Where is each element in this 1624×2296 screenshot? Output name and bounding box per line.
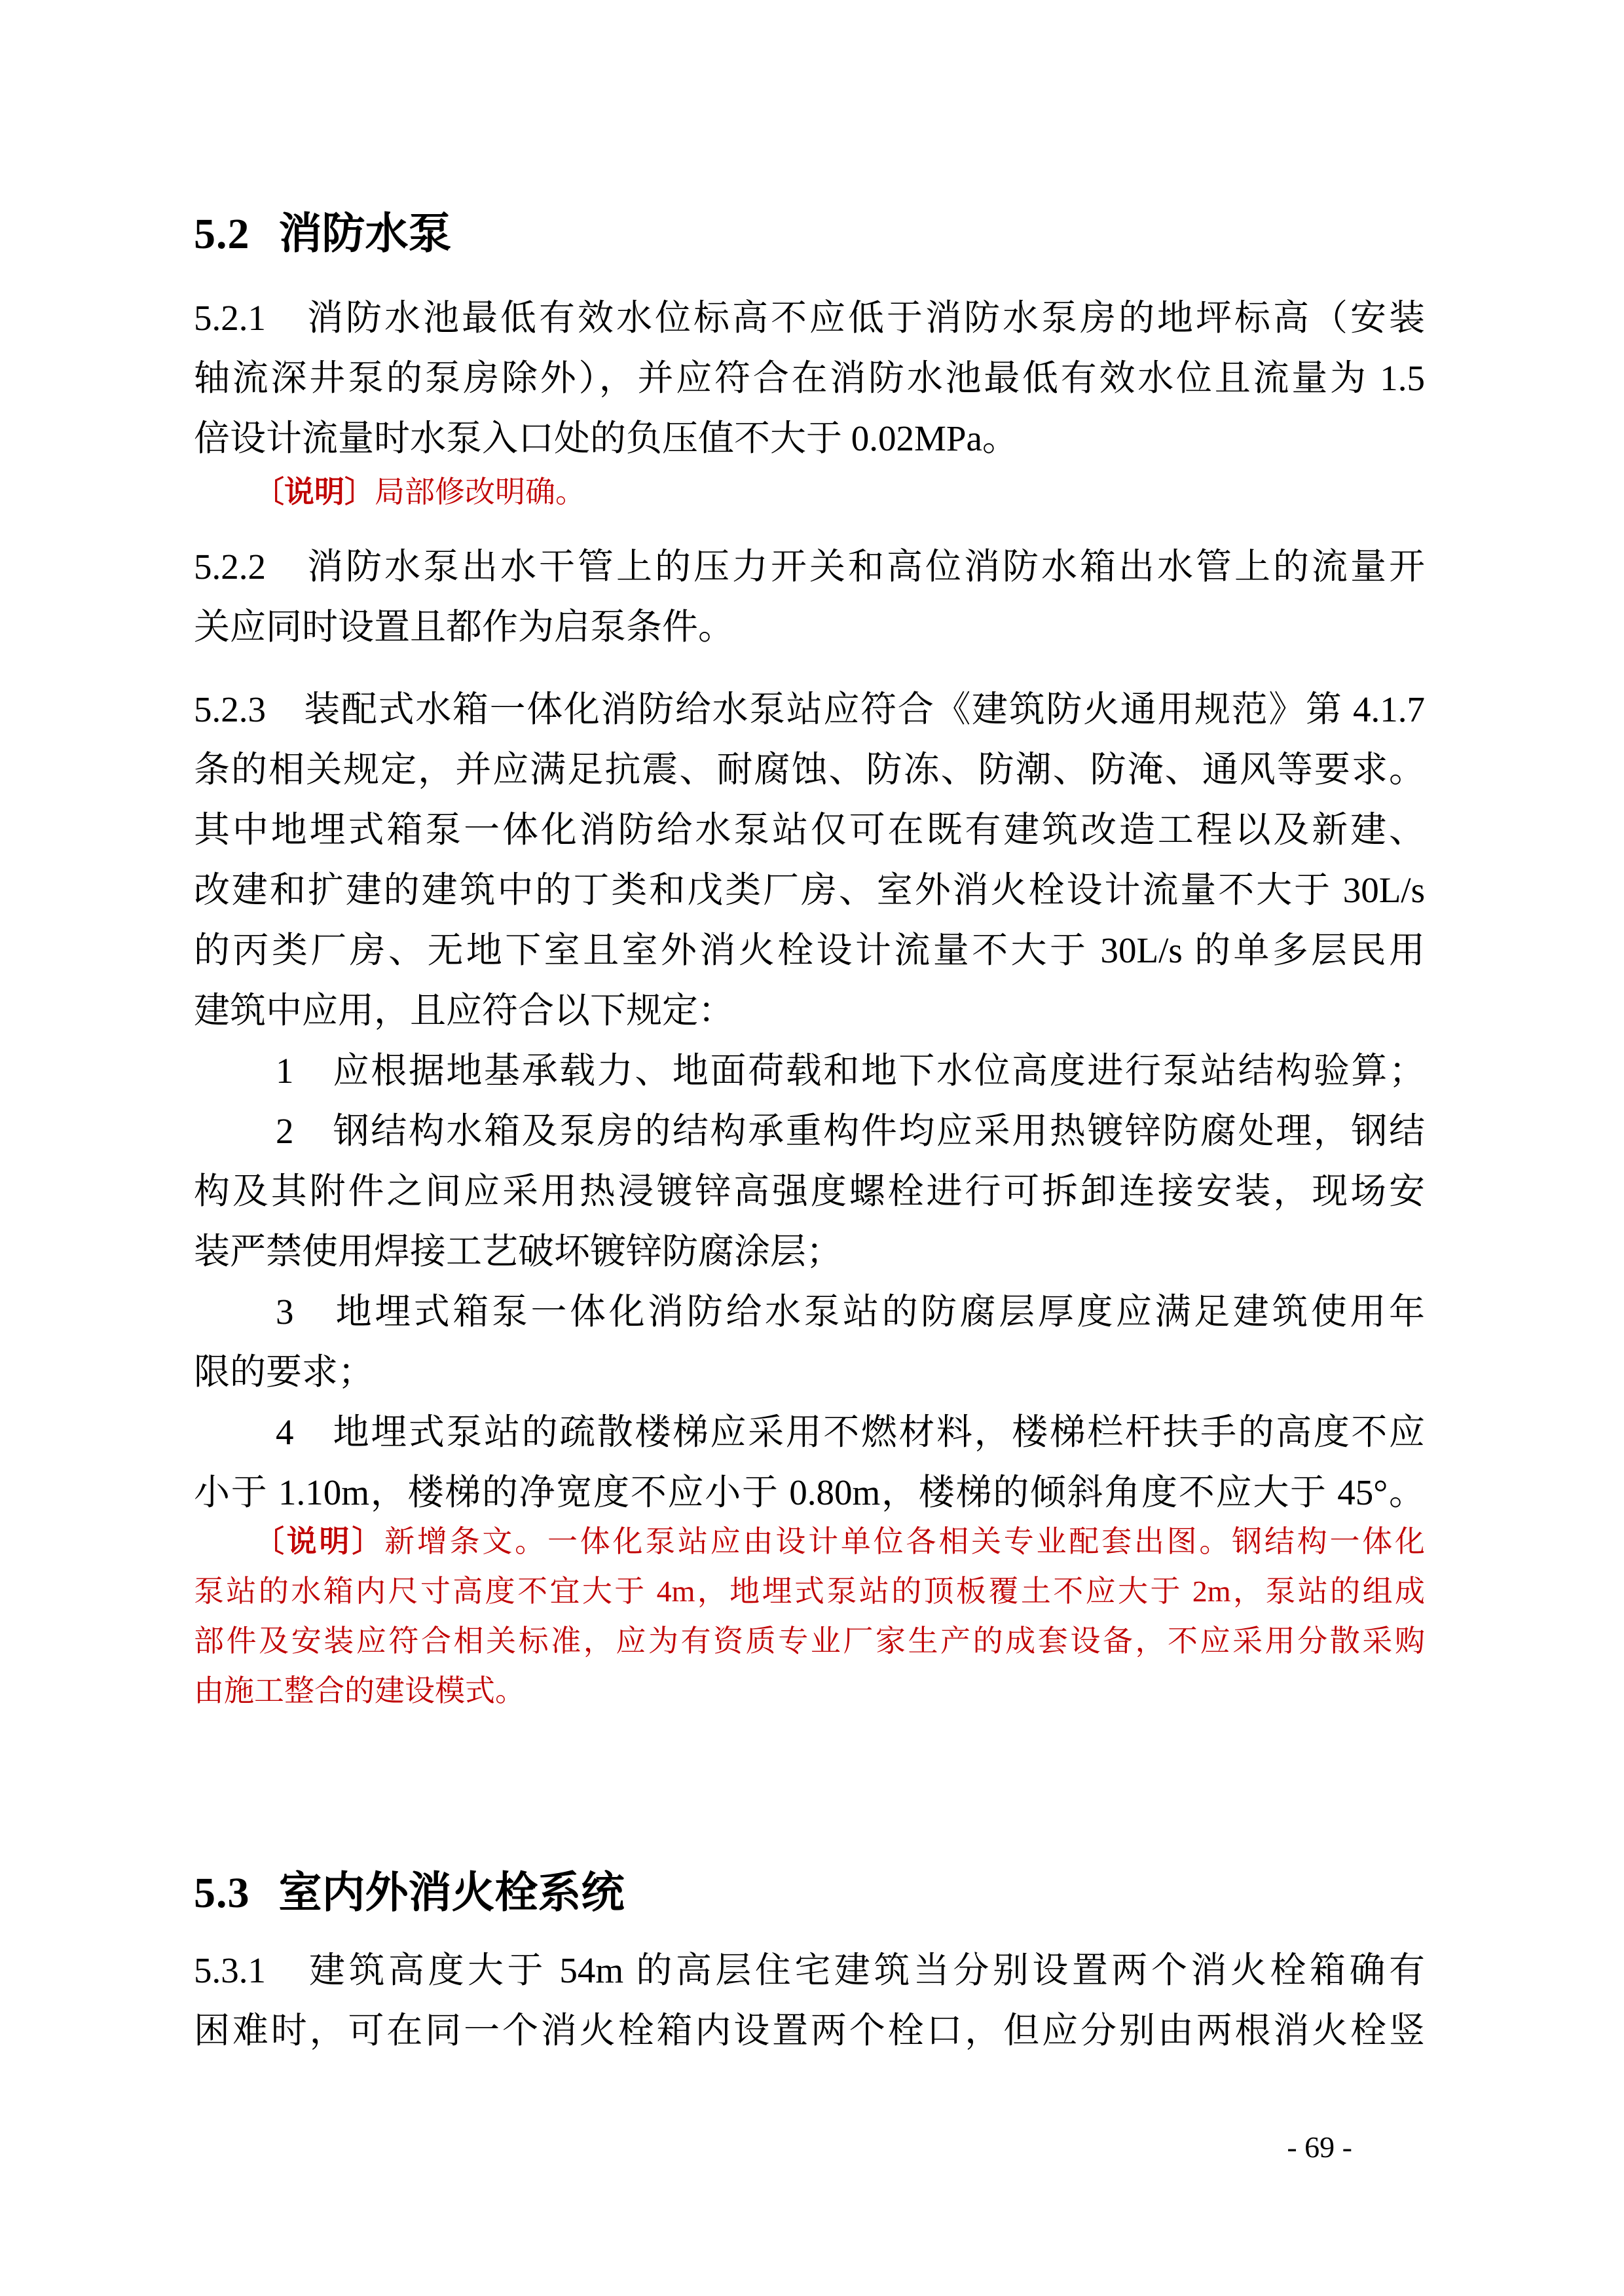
text-line: 由施工整合的建设模式。	[194, 1674, 525, 1707]
body-paragraph	[194, 1941, 1425, 2061]
note-label: 〔说明〕	[254, 1525, 385, 1558]
heading-title: 室内外消火栓系统	[278, 1869, 625, 1917]
body-paragraph	[194, 1101, 1425, 1282]
body-paragraph	[194, 537, 1425, 657]
heading-title: 消防水泵	[278, 210, 452, 258]
note-paragraph	[194, 1517, 1425, 1716]
body-paragraph	[194, 288, 1425, 469]
text-line: 3 地埋式箱泵一体化消防给水泵站的防腐层厚度应满足建筑使用年	[276, 1292, 1425, 1332]
text-line: 部件及安装应符合相关标准，应为有资质专业厂家生产的成套设备，不应采用分散采购	[194, 1624, 1425, 1658]
text-line: 困难时，可在同一个消火栓箱内设置两个栓口，但应分别由两根消火栓竖	[194, 2011, 1425, 2050]
text-line: 5.3.1 建筑高度大于 54m 的高层住宅建筑当分别设置两个消火栓箱确有	[194, 1950, 1425, 1990]
text-line: 关应同时设置且都作为启泵条件。	[194, 607, 735, 647]
text-line: 小于 1.10m，楼梯的净宽度不应小于 0.80m，楼梯的倾斜角度不应大于 45°。	[194, 1472, 1425, 1512]
text-line: 1 应根据地基承载力、地面荷载和地下水位高度进行泵站结构验算；	[276, 1051, 1425, 1091]
text-line: 倍设计流量时水泵入口处的负压值不大于 0.02MPa。	[194, 418, 1018, 458]
text-line: 建筑中应用，且应符合以下规定：	[194, 991, 735, 1030]
heading-number: 5.2	[194, 210, 250, 258]
text-line: 5.2.3 装配式水箱一体化消防给水泵站应符合《建筑防火通用规范》第 4.1.7	[194, 689, 1425, 729]
text-line: 其中地埋式箱泵一体化消防给水泵站仅可在既有建筑改造工程以及新建、	[194, 810, 1425, 850]
text-line: 2 钢结构水箱及泵房的结构承重构件均应采用热镀锌防腐处理，钢结	[276, 1111, 1425, 1151]
text-line: 〔说明〕局部修改明确。	[254, 475, 585, 509]
text-line: 限的要求；	[194, 1352, 375, 1392]
section-heading	[194, 1867, 1425, 1920]
text-line: 5.2.2 消防水泵出水干管上的压力开关和高位消防水箱出水管上的流量开	[194, 547, 1425, 587]
text-line: 装严禁使用焊接工艺破坏镀锌防腐涂层；	[194, 1231, 843, 1271]
text-line: 泵站的水箱内尺寸高度不宜大于 4m，地埋式泵站的顶板覆土不应大于 2m，泵站的组成	[194, 1575, 1425, 1608]
text-line: 的丙类厂房、无地下室且室外消火栓设计流量不大于 30L/s 的单多层民用	[194, 930, 1425, 970]
body-paragraph	[194, 1402, 1425, 1523]
text-line: 4 地埋式泵站的疏散楼梯应采用不燃材料，楼梯栏杆扶手的高度不应	[276, 1412, 1425, 1452]
body-paragraph	[194, 680, 1425, 1041]
text-line: 构及其附件之间应采用热浸镀锌高强度螺栓进行可拆卸连接安装，现场安	[194, 1171, 1425, 1211]
text-line: 改建和扩建的建筑中的丁类和戊类厂房、室外消火栓设计流量不大于 30L/s	[194, 870, 1425, 910]
body-paragraph	[194, 1041, 1425, 1101]
text-line: 5.2.1 消防水池最低有效水位标高不应低于消防水泵房的地坪标高（安装	[194, 298, 1425, 338]
text-line: 条的相关规定，并应满足抗震、耐腐蚀、防冻、防潮、防淹、通风等要求。	[194, 750, 1425, 790]
note-label: 〔说明〕	[254, 475, 375, 509]
body-paragraph	[194, 1282, 1425, 1402]
heading-number: 5.3	[194, 1869, 250, 1917]
note-paragraph	[194, 467, 1425, 517]
page-number: - 69 -	[1287, 2130, 1352, 2164]
section-heading	[194, 208, 1425, 261]
text-line: 〔说明〕新增条文。一体化泵站应由设计单位各相关专业配套出图。钢结构一体化	[254, 1525, 1425, 1558]
text-line: 轴流深井泵的泵房除外），并应符合在消防水池最低有效水位且流量为 1.5	[194, 358, 1425, 398]
